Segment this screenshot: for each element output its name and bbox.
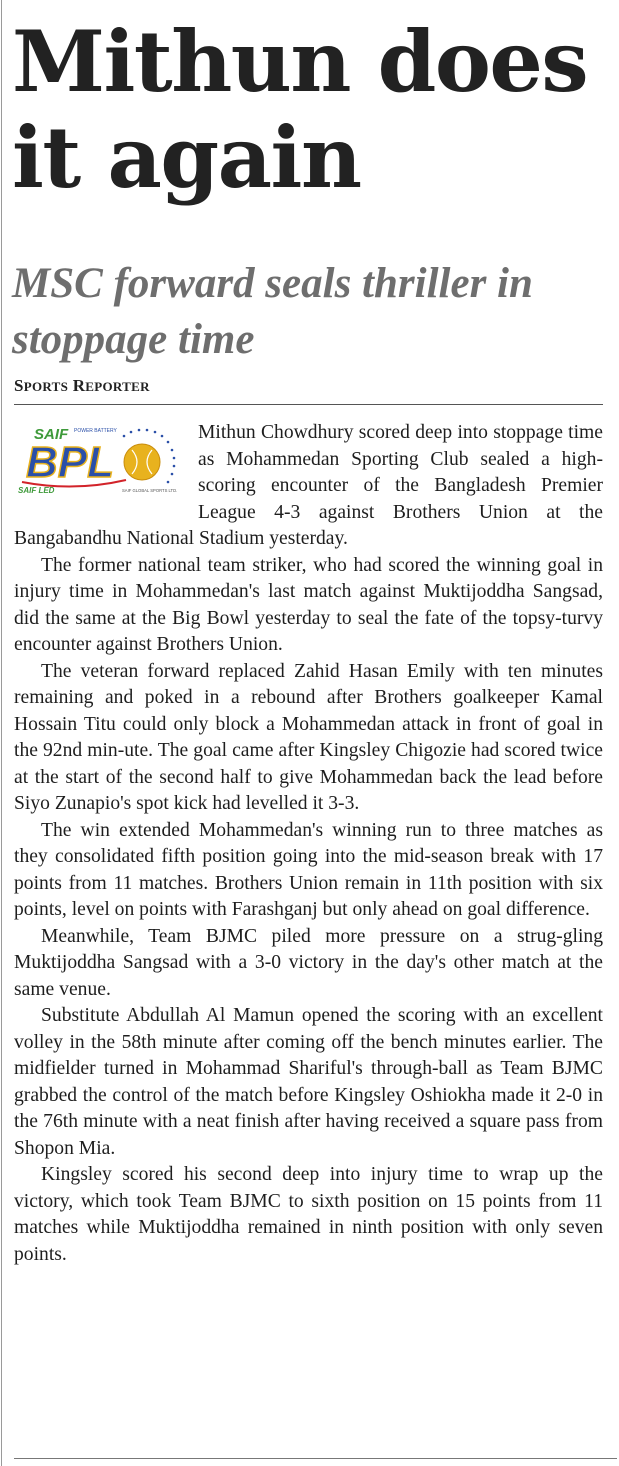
logo-ball [124, 444, 160, 480]
column-rule-bottom [14, 1458, 617, 1459]
subheadline: MSC forward seals thriller in stoppage time [12, 260, 533, 363]
headline: Mithun does it again [12, 12, 588, 207]
article-paragraph: Substitute Abdullah Al Mamun opened the scoring with an excellent volley in the 58th minute after coming off the bench minutes earlier. The midfielder turned in Mohammad Shariful's through-ball as Team BJMC grabbed the control of the match before Kingsley Oshiokha made it 2-0 in the 76th minute with a neat finish after having received a square pass from Shopon Mia. [14, 1005, 603, 1159]
article-paragraph: Kingsley scored his second deep into injury time to wrap up the victory, which took Team BJMC to sixth position on 15 points from 11 matches while Muktijoddha remained in ninth position with only seven points. [14, 1164, 603, 1265]
bpl-logo [14, 420, 198, 505]
article-body [14, 420, 603, 1268]
logo-led-text: SAIF LED [18, 486, 55, 495]
byline-rest-ports: PORTS [23, 379, 69, 394]
logo-sponsor-line: SAIF GLOBAL SPORTS LTD. [122, 488, 178, 493]
bpl-logo-graphic [14, 420, 190, 500]
article-paragraph: Meanwhile, Team BJMC piled more pressure on a strug-gling Muktijoddha Sangsad with a 3-0 victory in the day's other match at the same venue. [14, 925, 603, 1000]
article-paragraph: The former national team striker, who had scored the winning goal in injury time in Mohammedan's last match against Muktijoddha Sangsad, did the same at the Big Bowl yesterday to seal the fate of the topsy-turvy encounter against Brothers Union. [14, 554, 603, 655]
logo-league-text: BPL [26, 438, 114, 487]
column-rule-left [1, 0, 2, 1466]
logo-brand-sub-text: POWER BATTERY [74, 428, 117, 434]
byline-rest-eporter: EPORTER [85, 379, 150, 394]
byline-initial-s: S [14, 376, 24, 395]
byline-divider [14, 404, 603, 405]
byline-initial-r: R [72, 376, 86, 395]
article-paragraph: The veteran forward replaced Zahid Hasan Emily with ten minutes remaining and poked in a rebound after Brothers goalkeeper Kamal Hossain Titu could only block a Mohammedan attack in front of goal in the 92nd min-ute. The goal came after Kingsley Chigozie had scored twice at the start of the second half to give Mohammedan back the lead before Siyo Zunapio's spot kick had levelled it 3-3. [14, 660, 603, 814]
article-paragraph: The win extended Mohammedan's winning run to three matches as they consolidated fifth position going into the mid-season break with 17 points from 11 matches. Brothers Union remain in 11th position with six points, level on points with Farashganj but only ahead on goal difference. [14, 819, 603, 920]
article-paragraph: Mithun Chowdhury scored deep into stoppage time as Mohammedan Sporting Club sealed a high-scoring encounter of the Bangladesh Premier League 4-3 against Brothers Union at the Bangabandhu National Stadium yesterday. [14, 422, 603, 549]
logo-brand-text: SAIF [34, 426, 69, 443]
byline [14, 375, 150, 398]
